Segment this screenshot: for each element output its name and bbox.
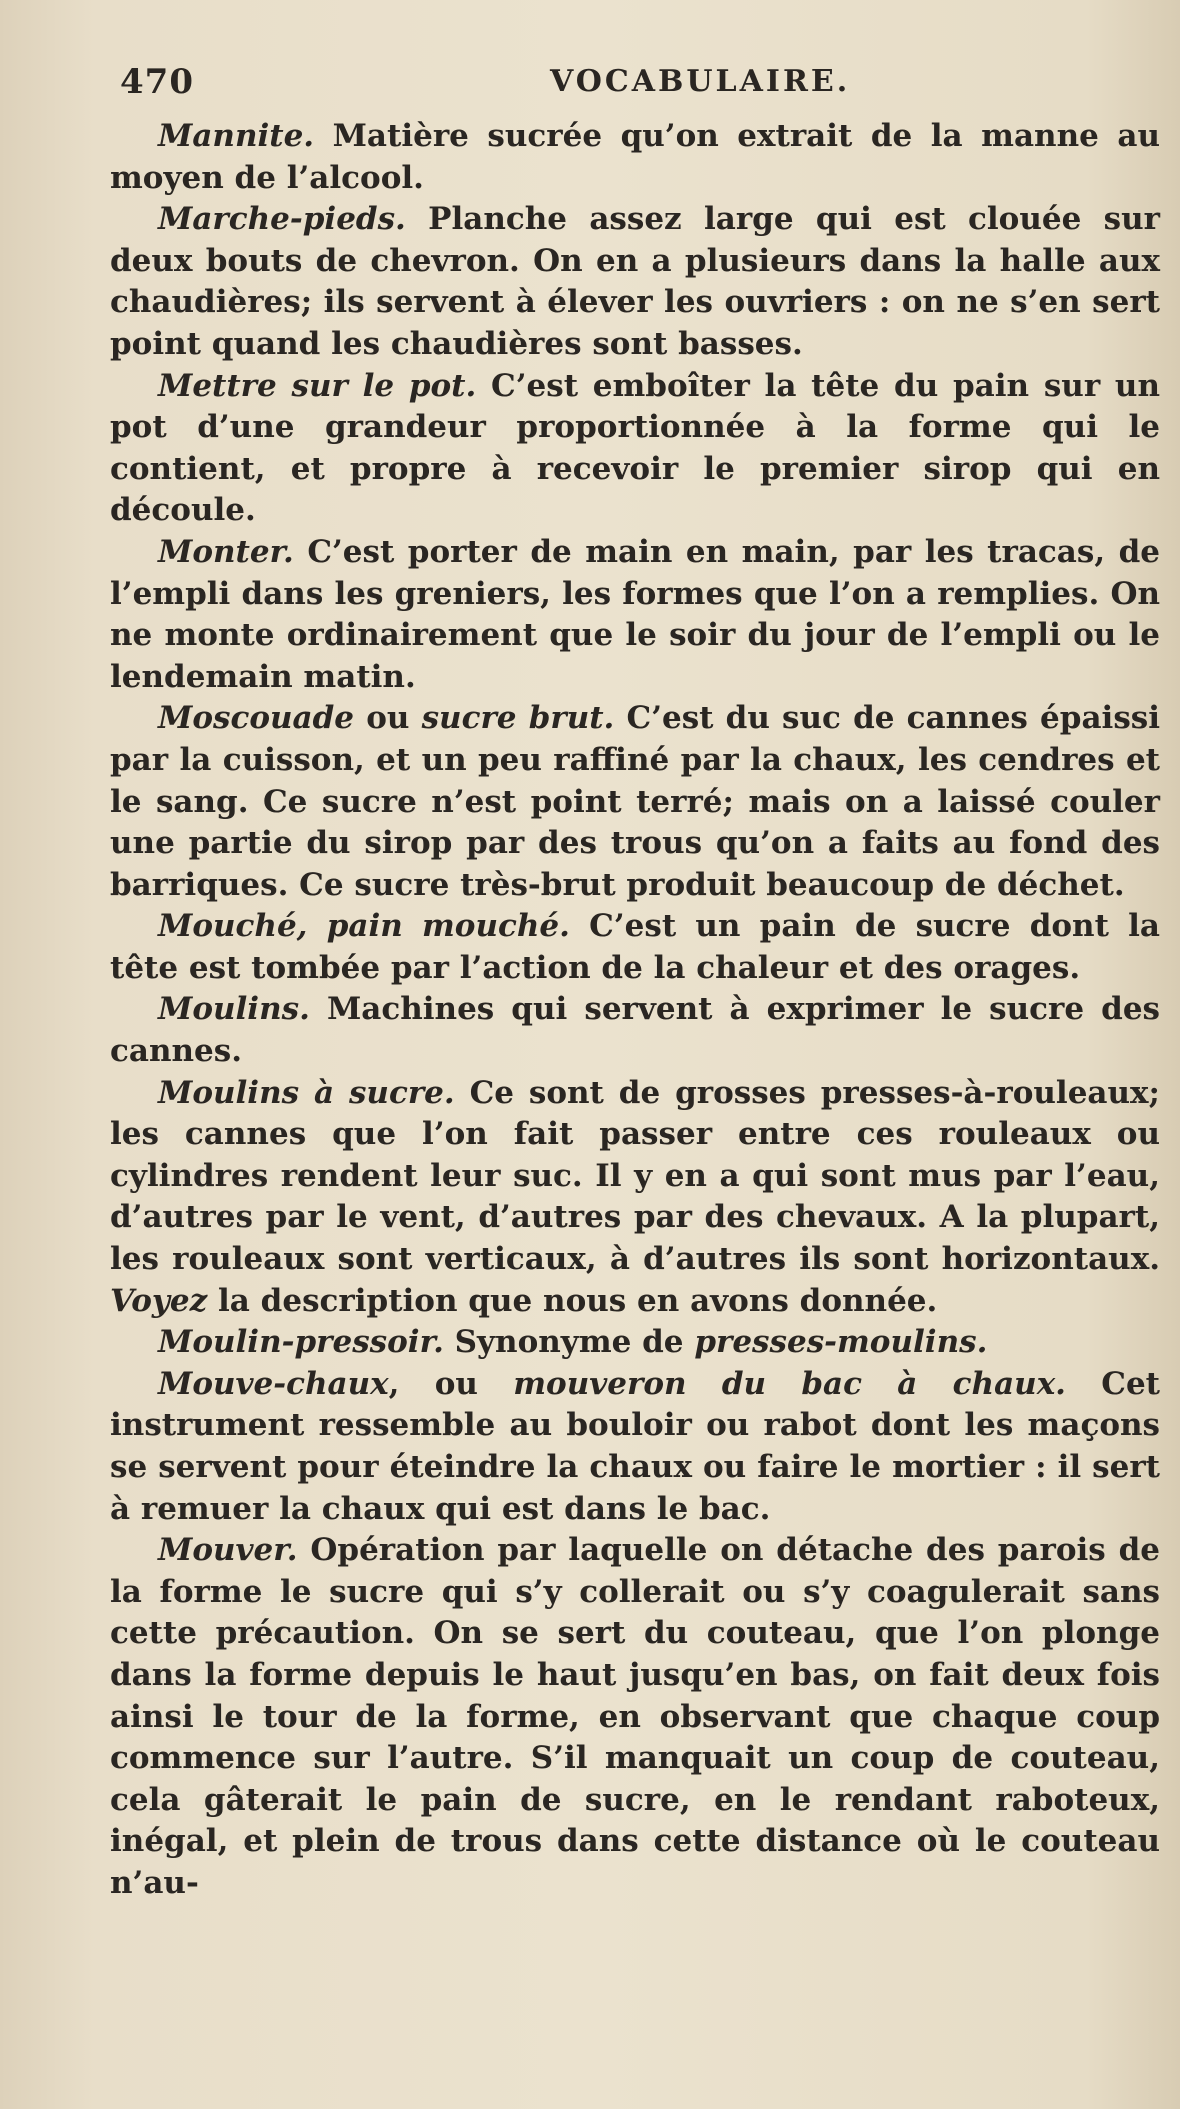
- entry-term-alt: sucre brut.: [421, 700, 615, 737]
- entry-monter: [110, 532, 1160, 698]
- entry-mouve-chaux: [110, 1364, 1160, 1530]
- entry-term: Mouché,: [158, 908, 308, 945]
- entry-term: Monter.: [158, 533, 294, 570]
- entry-term: Moulins.: [158, 991, 310, 1028]
- entry-term: Mouve-chaux: [158, 1365, 389, 1402]
- entry-term: Moulins à sucre.: [158, 1074, 455, 1111]
- entry-connector: [307, 908, 326, 944]
- page-header: [120, 62, 1160, 112]
- entry-cross-reference: Voyez: [110, 1282, 208, 1319]
- vocabulary-text: [110, 116, 1160, 1905]
- page-number: 470: [120, 62, 194, 102]
- entry-term: Mettre sur le pot.: [158, 367, 477, 404]
- entry-moulins: [110, 989, 1160, 1072]
- entry-text: Opération par laquelle on détache des parois de la forme le sucre qui s’y collerait ou s’y coagulerait sans cette précaution. On se sert du couteau, que l’on plonge dans la forme depuis le haut jusqu’en bas, on fait deux fois ainsi le tour de la forme, en observant que chaque coup commence sur l’autre. S’il manquait un coup de couteau, cela gâterait le pain de sucre, en le rendant raboteux, inégal, et plein de trous dans cette distance où le couteau n’au-: [110, 1532, 1160, 1901]
- entry-moulins-a-sucre: [110, 1073, 1160, 1323]
- entry-connector: , ou: [388, 1365, 514, 1402]
- entry-text: C’est emboîter la tête du pain sur un pot d’une grandeur proportionnée à la forme qui le contient, et propre à recevoir le premier sirop qui en découle.: [110, 367, 1160, 529]
- entry-text-continued: la description que nous en avons donnée.: [207, 1282, 938, 1319]
- entry-mouver: [110, 1530, 1160, 1904]
- entry-text: C’est porter de main en main, par les tracas, de l’empli dans les greniers, les formes que l’on a remplies. On ne monte ordinairement que le soir du jour de l’empli ou le lendemain matin.: [110, 533, 1160, 695]
- entry-term: Moscouade: [158, 700, 355, 737]
- entry-text: Cet instrument ressemble au bouloir ou rabot dont les maçons se servent pour éteindre la chaux ou faire le mortier : il sert à remuer la chaux qui est dans le bac.: [110, 1365, 1160, 1527]
- entry-text: Ce sont de grosses presses-à-rouleaux; les cannes que l’on fait passer entre ces rouleaux ou cylindres rendent leur suc. Il y en a qui sont mus par l’eau, d’autres par le vent, d’autres par des chevaux. A la plupart, les rouleaux sont verticaux, à d’autres ils sont horizontaux.: [110, 1074, 1160, 1278]
- entry-term: Mouver.: [158, 1532, 298, 1569]
- entry-marche-pieds: [110, 199, 1160, 365]
- entry-text: Synonyme de: [443, 1324, 695, 1361]
- entry-text: C’est du suc de cannes épaissi par la cuisson, et un peu raffiné par la chaux, les cendres et le sang. Ce sucre n’est point terré; mais on a laissé couler une partie du sirop par des trous qu’on a faits au fond des barriques. Ce sucre très-brut produit beaucoup de déchet.: [110, 700, 1160, 903]
- entry-mouche: [110, 906, 1160, 989]
- entry-text: C’est un pain de sucre dont la tête est tombée par l’action de la chaleur et des orages.: [110, 908, 1160, 986]
- entry-text: Planche assez large qui est clouée sur deux bouts de chevron. On en a plusieurs dans la halle aux chaudières; ils servent à élever les ouvriers : on ne s’en sert point quand les chaudières sont basses.: [110, 201, 1160, 362]
- entry-connector: ou: [354, 700, 422, 737]
- running-head: VOCABULAIRE.: [550, 64, 851, 99]
- entry-mettre-sur-le-pot: [110, 366, 1160, 532]
- entry-moulin-pressoir: [110, 1322, 1160, 1364]
- entry-synonym: presses-moulins.: [694, 1324, 988, 1361]
- entry-term: Mannite.: [158, 118, 315, 154]
- entry-moscouade: [110, 698, 1160, 906]
- entry-term-alt: mouveron du bac à chaux.: [513, 1365, 1066, 1402]
- entry-term-alt: pain mouché.: [326, 908, 570, 945]
- entry-term: Moulin-pressoir.: [158, 1324, 444, 1361]
- entry-text: Matière sucrée qu’on extrait de la manne au moyen de l’alcool.: [110, 118, 1160, 196]
- entry-mannite: [110, 116, 1160, 199]
- entry-text: Machines qui servent à exprimer le sucre des cannes.: [110, 991, 1160, 1070]
- entry-term: Marche-pieds.: [158, 201, 406, 238]
